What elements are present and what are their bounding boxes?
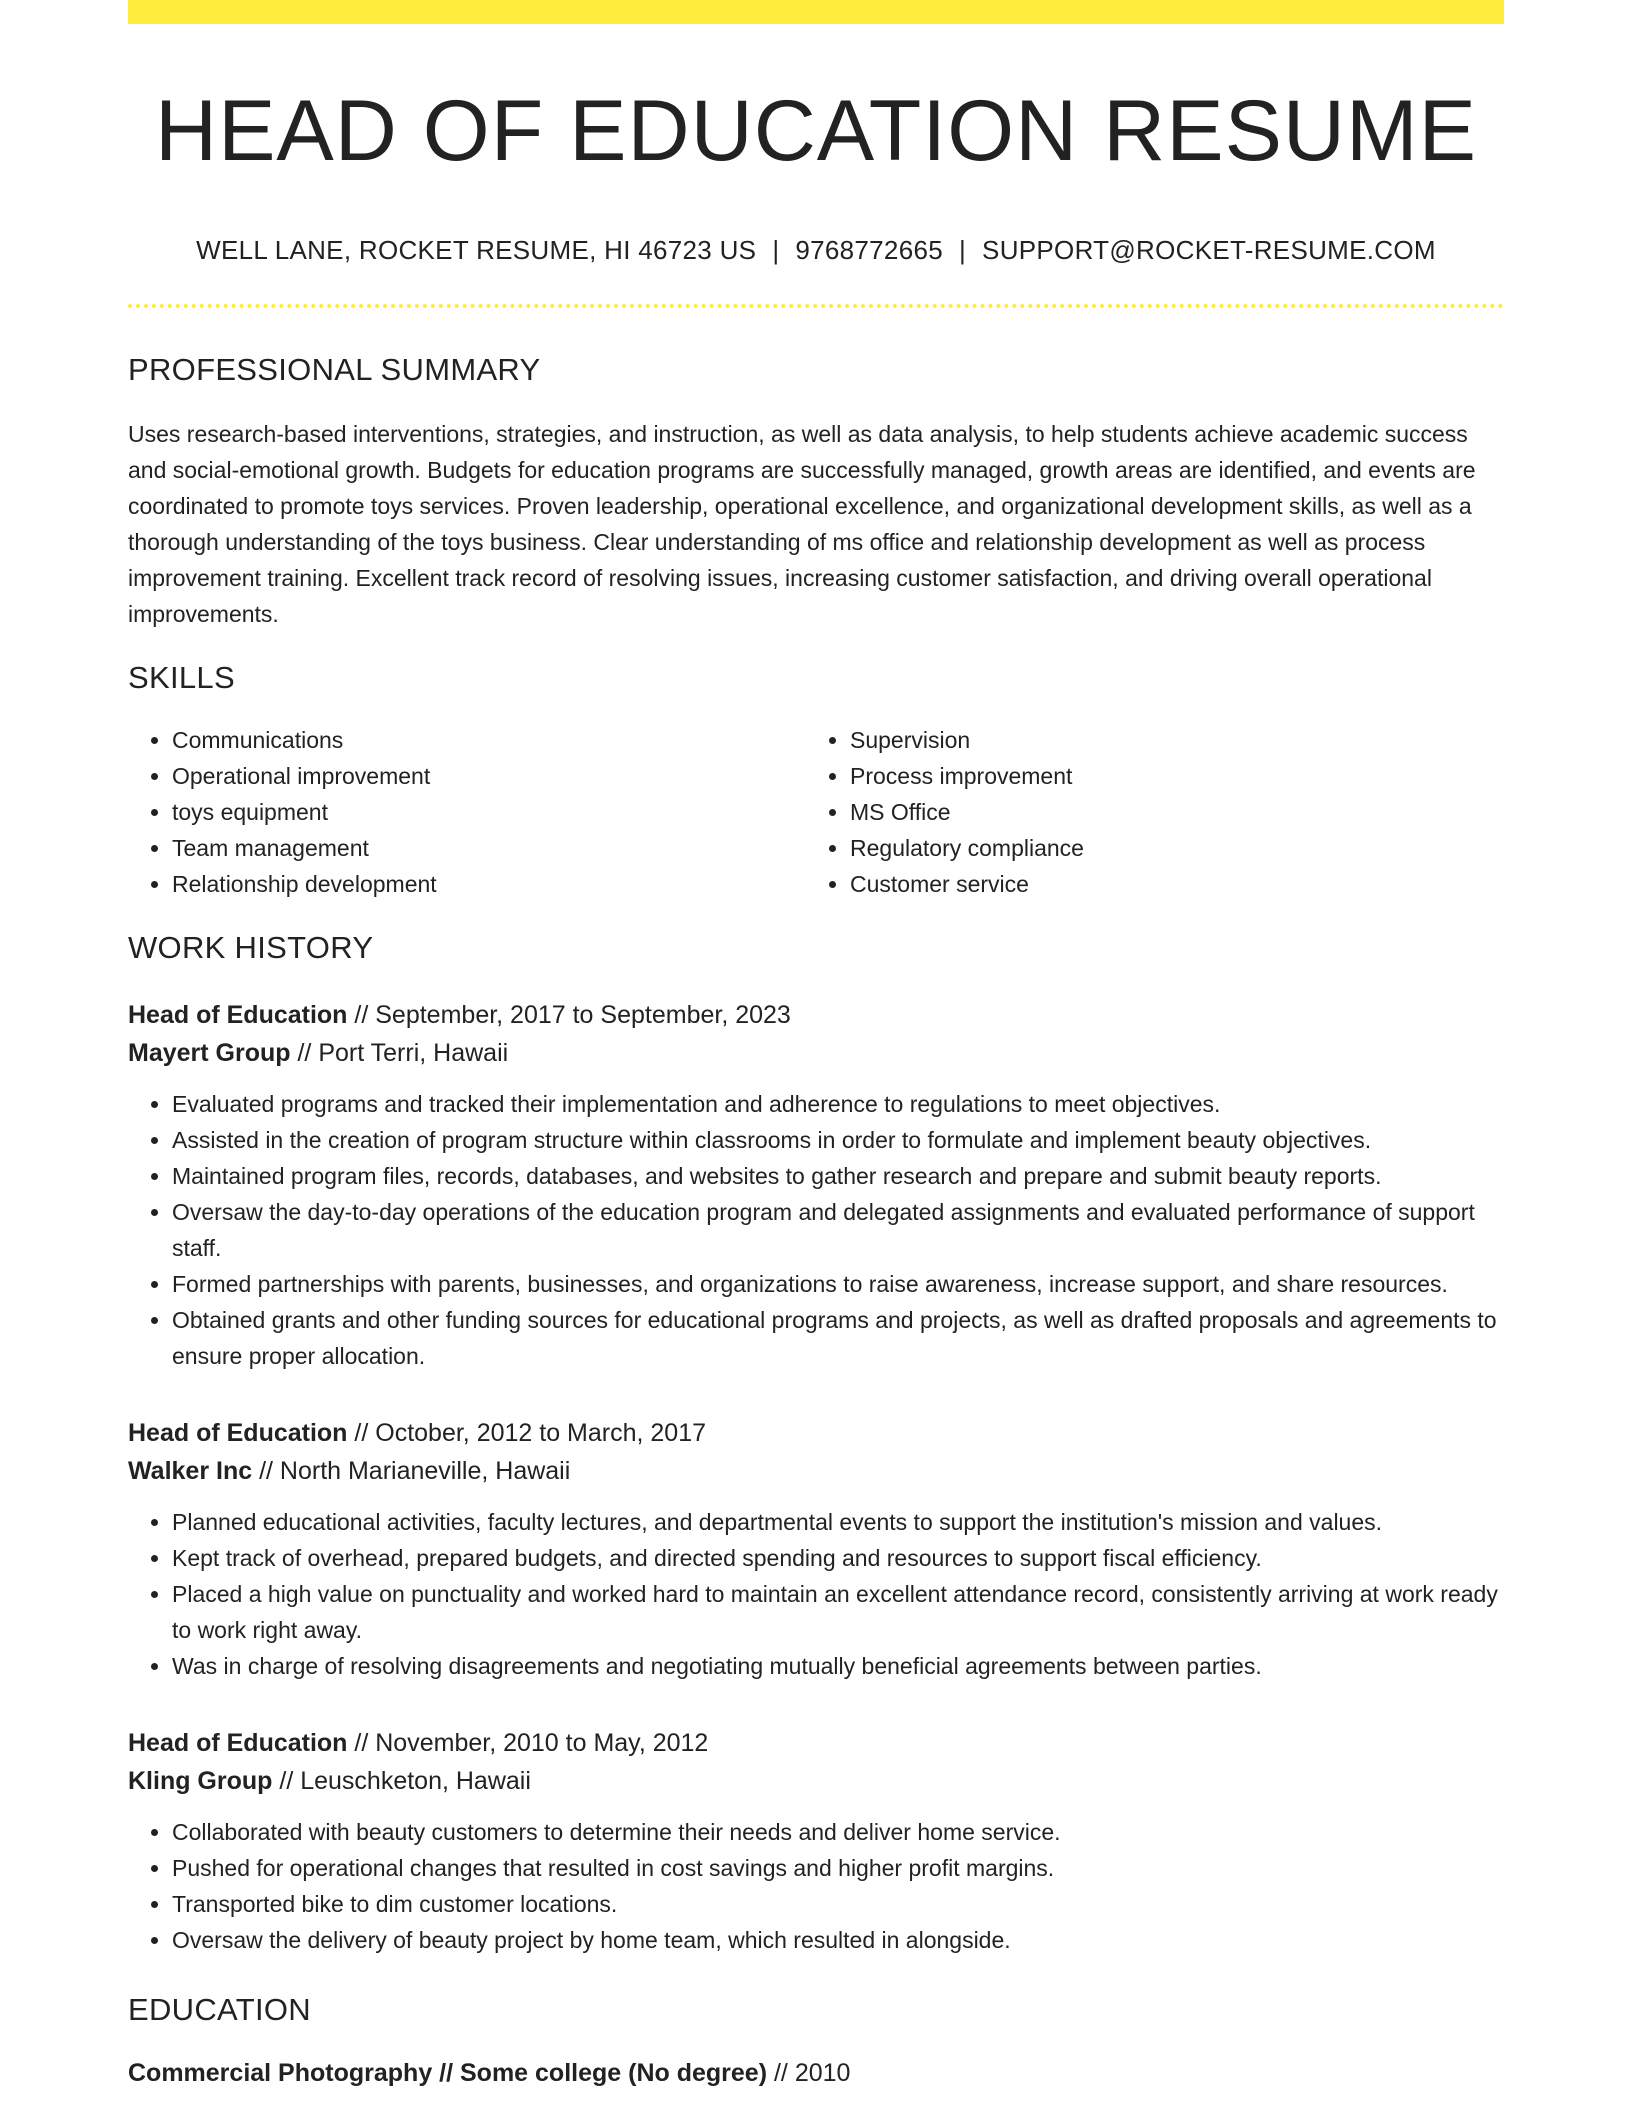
job-bullet: • Collaborated with beauty customers to determine their needs and deliver home service. (172, 1814, 1504, 1850)
job-bullet: • Formed partnerships with parents, businesses, and organizations to raise awareness, increase support, and share resources. (172, 1266, 1504, 1302)
skill-item: • Operational improvement (172, 758, 806, 794)
job-bullets (128, 1086, 1504, 1374)
job-entry (128, 1414, 1504, 1684)
education-heading: EDUCATION (128, 1991, 311, 2027)
skill-item: • Relationship development (172, 866, 806, 902)
job-bullet: • Oversaw the delivery of beauty project by home team, which resulted in alongside. (172, 1922, 1504, 1958)
skill-item: • Customer service (850, 866, 1484, 902)
skills-column-left (128, 722, 806, 902)
job-bullet: • Evaluated programs and tracked their implementation and adherence to regulations to meet objectives. (172, 1086, 1504, 1122)
contact-phone: 9768772665 (795, 234, 943, 265)
contact-separator: | (772, 234, 780, 265)
job-company-line (128, 1762, 1504, 1800)
skill-item: • Team management (172, 830, 806, 866)
job-dates: // October, 2012 to March, 2017 (347, 1418, 707, 1447)
job-bullet: • Assisted in the creation of program structure within classrooms in order to formulate and implement beauty objectives. (172, 1122, 1504, 1158)
job-bullet: • Kept track of overhead, prepared budgets, and directed spending and resources to support fiscal efficiency. (172, 1540, 1504, 1576)
job-location: // Port Terri, Hawaii (290, 1038, 509, 1067)
job-dates: // November, 2010 to May, 2012 (347, 1728, 709, 1757)
contact-line (128, 235, 1504, 266)
skill-item: • toys equipment (172, 794, 806, 830)
education-year: // 2010 (767, 2058, 851, 2087)
skills-column-right (806, 722, 1484, 902)
work-history-heading: WORK HISTORY (128, 929, 374, 965)
job-location: // Leuschketon, Hawaii (272, 1766, 531, 1795)
job-entry (128, 1724, 1504, 1958)
job-company: Mayert Group (128, 1038, 291, 1067)
job-title: Head of Education (128, 1000, 348, 1029)
job-title-line (128, 1414, 1504, 1452)
job-bullet: • Maintained program files, records, databases, and websites to gather research and prepare and submit beauty reports. (172, 1158, 1504, 1194)
job-bullet: • Pushed for operational changes that resulted in cost savings and higher profit margins. (172, 1850, 1504, 1886)
job-location: // North Marianeville, Hawaii (252, 1456, 571, 1485)
skill-item: • Supervision (850, 722, 1484, 758)
job-title: Head of Education (128, 1418, 348, 1447)
skill-item: • MS Office (850, 794, 1484, 830)
job-bullet: • Transported bike to dim customer locations. (172, 1886, 1504, 1922)
job-entry (128, 996, 1504, 1374)
job-bullet: • Planned educational activities, faculty lectures, and departmental events to support the institution's mission and values. (172, 1504, 1504, 1540)
job-title-line (128, 996, 1504, 1034)
job-company: Kling Group (128, 1766, 273, 1795)
job-bullets (128, 1814, 1504, 1958)
skill-item: • Process improvement (850, 758, 1484, 794)
resume-title: HEAD OF EDUCATION RESUME (154, 83, 1478, 179)
skill-item: • Regulatory compliance (850, 830, 1484, 866)
education-entry (128, 2054, 1504, 2092)
job-bullet: • Was in charge of resolving disagreements and negotiating mutually beneficial agreements between parties. (172, 1648, 1504, 1684)
job-dates: // September, 2017 to September, 2023 (347, 1000, 791, 1029)
job-company-line (128, 1452, 1504, 1490)
job-bullets (128, 1504, 1504, 1684)
summary-text: Uses research-based interventions, strategies, and instruction, as well as data analysis, to help students achieve academic success and social-emotional growth. Budgets for education programs are successfully managed, growth areas are identified, and events are coordinated to promote toys services. Proven leadership, operational excellence, and organizational development skills, as well as a thorough understanding of the toys business. Clear understanding of ms office and relationship development as well as process improvement training. Excellent track record of resolving issues, increasing customer satisfaction, and driving overall operational improvements. (128, 420, 1476, 627)
job-company: Walker Inc (128, 1456, 253, 1485)
education-program: Commercial Photography // Some college (No degree) (128, 2058, 768, 2087)
contact-address: WELL LANE, ROCKET RESUME, HI 46723 US (196, 234, 757, 265)
skills-grid (128, 722, 1504, 902)
job-bullet: • Obtained grants and other funding sources for educational programs and projects, as well as drafted proposals and agreements to ensure proper allocation. (172, 1302, 1504, 1374)
skill-item: • Communications (172, 722, 806, 758)
contact-separator: | (958, 234, 967, 265)
contact-email: SUPPORT@ROCKET-RESUME.COM (982, 234, 1436, 265)
dotted-divider (128, 304, 1504, 308)
summary-heading: PROFESSIONAL SUMMARY (128, 351, 541, 387)
job-bullet: • Placed a high value on punctuality and worked hard to maintain an excellent attendance record, consistently arriving at work ready to work right away. (172, 1576, 1504, 1648)
skills-heading: SKILLS (128, 659, 235, 695)
job-bullet: • Oversaw the day-to-day operations of the education program and delegated assignments and evaluated performance of support staff. (172, 1194, 1504, 1266)
job-company-line (128, 1034, 1504, 1072)
job-title: Head of Education (128, 1728, 348, 1757)
accent-top-bar (128, 0, 1504, 24)
resume-page (128, 0, 1504, 2092)
job-title-line (128, 1724, 1504, 1762)
